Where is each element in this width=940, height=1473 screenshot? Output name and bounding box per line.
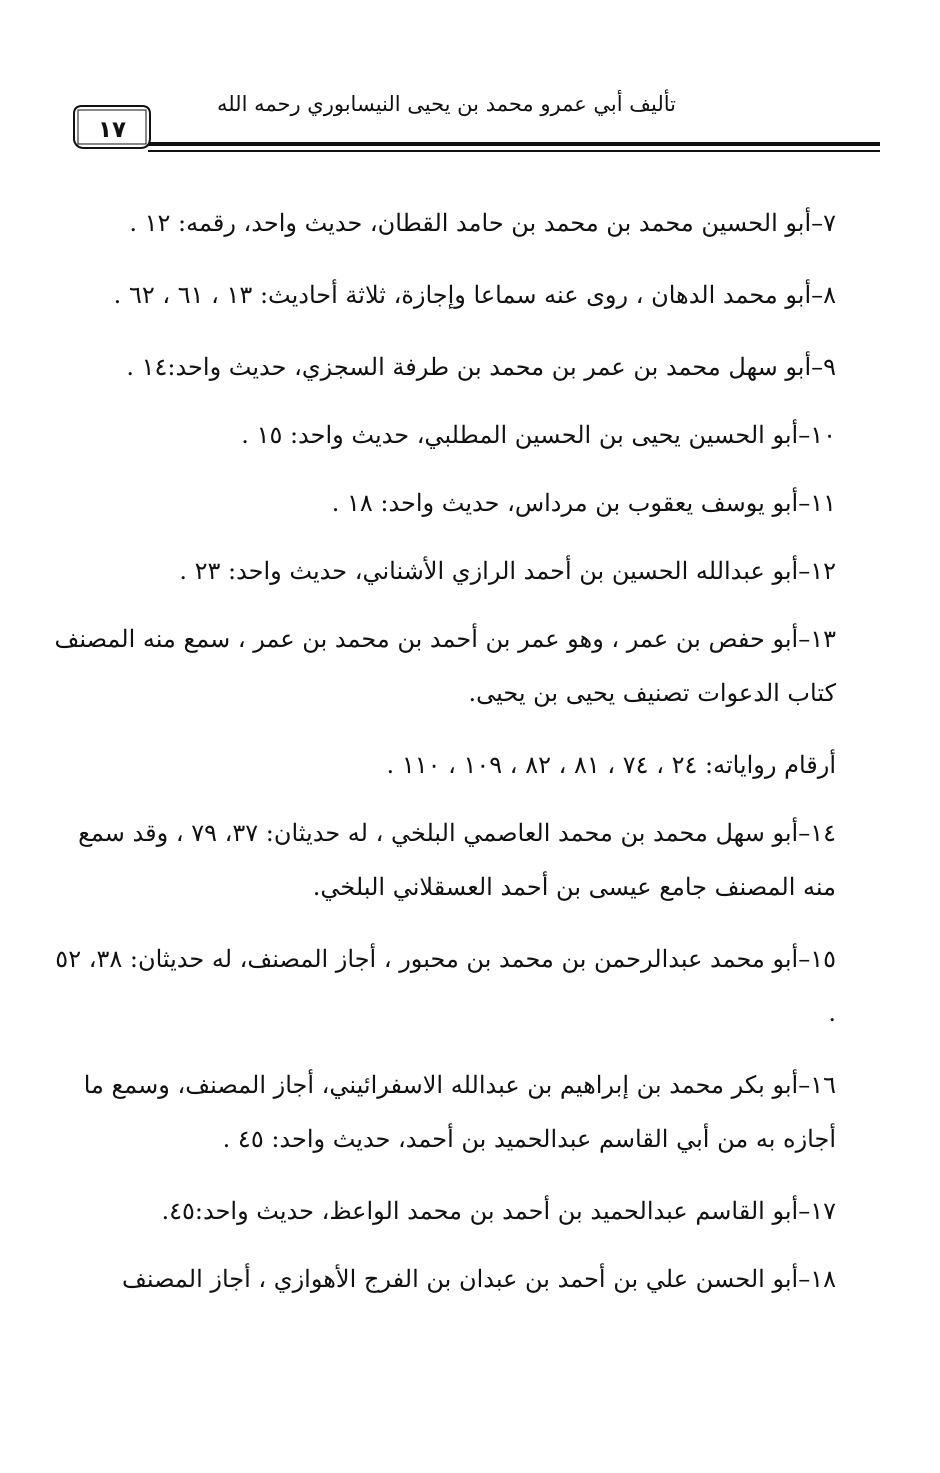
entry-9: ٩–أبو سهل محمد بن عمر بن محمد بن طرفة السجزي، حديث واحد:١٤ . bbox=[126, 353, 836, 381]
entry-7: ٧–أبو الحسين محمد بن محمد بن حامد القطان، حديث واحد، رقمه: ١٢ . bbox=[129, 209, 836, 237]
entry-16: ١٦–أبو بكر محمد بن إبراهيم بن عبدالله الاسفرائيني، أجاز المصنف، وسمع ما أجازه به من أبي القاسم عبدالحميد بن أحمد، حديث واحد: ٤٥ . bbox=[83, 1071, 836, 1153]
entry-13-numbers: أرقام رواياته: ٢٤ ، ٧٤ ، ٨١ ، ٨٢ ، ١٠٩ ، ١١٠ . bbox=[386, 751, 836, 779]
entry-18: ١٨–أبو الحسن علي بن أحمد بن عبدان بن الفرج الأهوازي ، أجاز المصنف bbox=[122, 1265, 836, 1293]
header-title: تأليف أبي عمرو محمد بن يحيى النيسابوري رحمه الله bbox=[216, 92, 676, 116]
page-number-frame bbox=[70, 104, 154, 156]
entry-8: ٨–أبو محمد الدهان ، روى عنه سماعا وإجازة، ثلاثة أحاديث: ١٣ ، ٦١ ، ٦٢ . bbox=[113, 281, 836, 309]
entry-14: ١٤–أبو سهل محمد بن محمد العاصمي البلخي ، له حديثان: ٣٧، ٧٩ ، وقد سمع منه المصنف جامع عيسى بن أحمد العسقلاني البلخي. bbox=[78, 819, 836, 901]
entry-13: ١٣–أبو حفص بن عمر ، وهو عمر بن أحمد بن محمد بن عمر ، سمع منه المصنف كتاب الدعوات تصنيف يحيى بن يحيى. bbox=[54, 625, 836, 707]
header-rule-thin bbox=[148, 150, 880, 152]
running-header bbox=[70, 88, 880, 168]
entry-12: ١٢–أبو عبدالله الحسين بن أحمد الرازي الأشناني، حديث واحد: ٢٣ . bbox=[179, 557, 836, 585]
entry-10: ١٠–أبو الحسين يحيى بن الحسين المطلبي، حديث واحد: ١٥ . bbox=[241, 421, 836, 449]
entry-17: ١٧–أبو القاسم عبدالحميد بن أحمد بن محمد الواعظ، حديث واحد:٤٥. bbox=[161, 1197, 836, 1225]
entry-15: ١٥–أبو محمد عبدالرحمن بن محمد بن محبور ، أجاز المصنف، له حديثان: ٣٨، ٥٢ . bbox=[55, 945, 836, 1027]
entry-11: ١١–أبو يوسف يعقوب بن مرداس، حديث واحد: ١٨ . bbox=[331, 489, 836, 517]
entries-list bbox=[50, 196, 862, 1324]
page-number: ١٧ bbox=[97, 117, 127, 143]
header-rule-thick bbox=[148, 142, 880, 146]
